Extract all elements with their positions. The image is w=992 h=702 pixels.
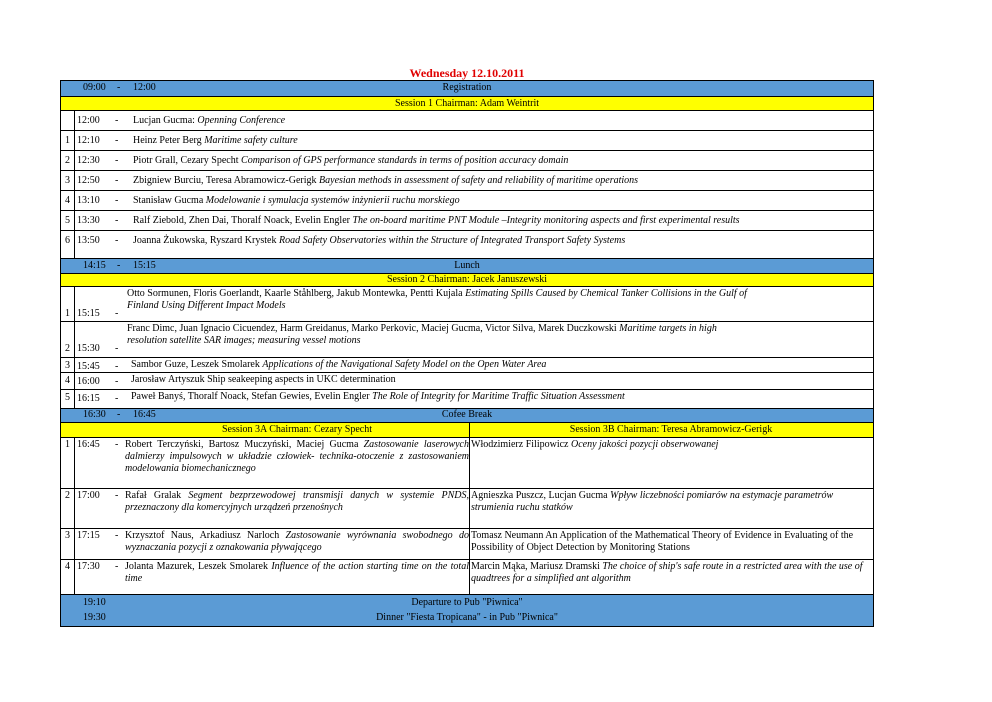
talk-authors: Krzysztof Naus, Arkadiusz Narloch [125, 530, 280, 541]
talk-time: 12:00 [77, 115, 100, 126]
coffee-dash: - [117, 409, 121, 420]
dinner-label: Dinner "Fiesta Tropicana" - in Pub "Piwnica" [376, 612, 558, 623]
talk-number: 4 [61, 373, 75, 389]
session1-talk-3 [61, 170, 873, 190]
talk-authors: Tomasz Neumann An Application of the Mathematical Theory of Evidence in Evaluating of the Possibility of Object Detection by Monitoring Stations [471, 530, 854, 553]
talk-number: 4 [61, 191, 75, 210]
talk-text [133, 135, 298, 146]
talk-text [133, 175, 638, 186]
session2-talk-5 [61, 389, 873, 408]
talk-title: Applications of the Navigational Safety Model on the Open Water Area [262, 359, 547, 370]
talk-title: Zastosowanie wyrównania swobodnego do wyznaczania pozycji z oznakowania pływającego [125, 530, 469, 553]
dash: - [115, 235, 119, 246]
dash: - [115, 561, 119, 572]
talk-title: Maritime targets in high [619, 323, 717, 334]
talk-title: Maritime safety culture [204, 135, 298, 146]
talk-title: Zastosowanie laserowych dalmierzy impulsowych w układzie człowiek- technika-otoczenie z zastosowaniem modelowania biomechanicznego [125, 439, 469, 474]
talk-authors: Marcin Mąka, Mariusz Dramski [471, 561, 600, 572]
talk-time: 12:50 [77, 175, 100, 186]
talk-authors: Piotr Grall, Cezary Specht [133, 155, 239, 166]
talk-text [131, 391, 625, 402]
session3a-talk [125, 561, 469, 585]
dash: - [115, 115, 119, 126]
dash: - [115, 490, 119, 501]
coffee-end: 16:45 [133, 409, 156, 420]
talk-number [61, 111, 75, 130]
lunch-end: 15:15 [133, 260, 156, 271]
talk-authors: Sambor Guze, Leszek Smolarek [131, 359, 260, 370]
talk-text [133, 155, 568, 166]
schedule-table [60, 80, 874, 627]
dinner-time: 19:30 [83, 612, 106, 623]
talk-time: 15:30 [77, 343, 100, 354]
talk-authors: Heinz Peter Berg [133, 135, 202, 146]
talk-number: 3 [61, 358, 75, 372]
talk-title: Oceny jakości pozycji obserwowanej [570, 439, 719, 450]
talk-title: Estimating Spills Caused by Chemical Tanker Collisions in the Gulf of [465, 288, 747, 299]
lunch-dash: - [117, 260, 121, 271]
dash: - [115, 361, 119, 372]
coffee-label: Cofee Break [441, 409, 493, 420]
talk-title: Openning Conference [197, 115, 286, 126]
session3b-chair: Session 3B Chairman: Teresa Abramowicz-Gerigk [569, 424, 773, 435]
session3a-chair: Session 3A Chairman: Cezary Specht [222, 424, 372, 435]
registration-end: 12:00 [133, 82, 156, 93]
session1-talk-4 [61, 190, 873, 210]
departure-label: Departure to Pub "Piwnica" [411, 597, 523, 608]
talk-number: 1 [61, 287, 75, 321]
talk-title: Influence of the action starting time on the total time [125, 561, 469, 584]
coffee-start: 16:30 [83, 409, 106, 420]
dash: - [115, 155, 119, 166]
talk-title: The Role of Integrity for Maritime Traffic Situation Assessment [372, 391, 625, 402]
session2-chair-row [61, 273, 873, 286]
registration-dash: - [117, 82, 121, 93]
talk-time: 15:15 [77, 308, 100, 319]
talk-time: 16:15 [77, 393, 100, 404]
talk-line1 [127, 288, 871, 300]
talk-number: 5 [61, 390, 75, 408]
talk-title: Modelowanie i symulacja systemów inżynierii ruchu morskiego [205, 195, 460, 206]
talk-authors: Zbigniew Burciu, Teresa Abramowicz-Gerigk [133, 175, 317, 186]
lunch-start: 14:15 [83, 260, 106, 271]
dash: - [115, 439, 119, 450]
talk-title-cont: resolution satellite SAR images; measuring vessel motions [127, 335, 361, 346]
departure-time: 19:10 [83, 597, 106, 608]
session3b-talk [471, 530, 871, 554]
session1-talk-5 [61, 210, 873, 230]
talk-number: 4 [61, 560, 75, 594]
session3-slot-2 [61, 488, 873, 528]
session1-chair-row [61, 96, 873, 110]
talk-authors: Robert Terczyński, Bartosz Muczyński, Maciej Gucma [125, 439, 359, 450]
talk-number: 5 [61, 211, 75, 230]
talk-number: 2 [61, 489, 75, 528]
talk-number: 6 [61, 231, 75, 258]
dash: - [115, 530, 119, 541]
lunch-label: Lunch [454, 260, 480, 271]
talk-time: 17:00 [77, 490, 100, 501]
talk-time: 17:30 [77, 561, 100, 572]
talk-text [131, 359, 546, 370]
session3-chair-row [61, 422, 873, 437]
session3b-talk [471, 561, 871, 585]
talk-line1 [127, 323, 871, 335]
session3b-talk [471, 439, 871, 451]
talk-authors: Joanna Żukowska, Ryszard Krystek [133, 235, 277, 246]
talk-title-cont: Finland Using Different Impact Models [127, 300, 286, 311]
session3a-talk [125, 530, 469, 554]
talk-title: The choice of ship's safe route in a restricted area with the use of quadtrees for a simplified ant algorithm [471, 561, 863, 584]
session3b-talk [471, 490, 871, 514]
dash: - [115, 215, 119, 226]
talk-number: 3 [61, 529, 75, 559]
talk-title: Road Safety Observatories within the Structure of Integrated Transport Safety Systems [278, 235, 626, 246]
session1-chair: Session 1 Chairman: Adam Weintrit [395, 98, 539, 109]
talk-number: 2 [61, 322, 75, 357]
talk-text [131, 374, 396, 385]
talk-title: Bayesian methods in assessment of safety and reliability of maritime operations [319, 175, 639, 186]
session1-talk-0 [61, 110, 873, 130]
registration-label: Registration [442, 82, 492, 93]
talk-number: 1 [61, 131, 75, 150]
talk-title: The on-board maritime PNT Module –Integrity monitoring aspects and first experimental results [352, 215, 740, 226]
talk-text [133, 115, 285, 126]
talk-authors: Jarosław Artyszuk Ship seakeeping aspects in UKC determination [131, 374, 396, 385]
session2-chair: Session 2 Chairman: Jacek Januszewski [387, 274, 547, 285]
session1-talk-6 [61, 230, 873, 258]
talk-authors: Lucjan Gucma: [133, 115, 195, 126]
session3-slot-4 [61, 559, 873, 594]
talk-authors: Otto Sormunen, Floris Goerlandt, Kaarle Ståhlberg, Jakub Montewka, Pentti Kujala [127, 288, 463, 299]
talk-time: 13:30 [77, 215, 100, 226]
talk-authors: Paweł Banyś, Thoralf Noack, Stefan Gewies, Evelin Engler [131, 391, 370, 402]
talk-authors: Agnieszka Puszcz, Lucjan Gucma [471, 490, 608, 501]
talk-text [133, 235, 625, 246]
session1-talk-2 [61, 150, 873, 170]
session2-talk-1: 1 15:15 - Otto Sormunen, Floris Goerlandt, Kaarle Ståhlberg, Jakub Montewka, Pentti Kujala Estimating Spills Caused by Chemical Tanker Collisions in the Gulf of Finland Using Different Impact Models [61, 286, 873, 321]
talk-title: Wpływ liczebności pomiarów na estymacje parametrów strumienia ruchu statków [471, 490, 834, 513]
talk-authors: Włodzimierz Filipowicz [471, 439, 569, 450]
registration-start: 09:00 [83, 82, 106, 93]
talk-time: 17:15 [77, 530, 100, 541]
dash: - [115, 376, 119, 387]
talk-authors: Jolanta Mazurek, Leszek Smolarek [125, 561, 268, 572]
talk-number: 2 [61, 151, 75, 170]
talk-time: 15:45 [77, 361, 100, 372]
talk-title: Segment bezprzewodowej transmisji danych w systemie PNDS, przeznaczony dla komercyjnych urządzeń przenośnych [125, 490, 469, 513]
talk-number: 3 [61, 171, 75, 190]
session2-talk-4 [61, 372, 873, 389]
talk-authors: Franc Dimc, Juan Ignacio Cicuendez, Harm Greidanus, Marko Perkovic, Maciej Gucma, Victor Silva, Marek Duczkowski [127, 323, 617, 334]
session3-slot-3 [61, 528, 873, 559]
registration-row [61, 81, 873, 96]
day-title: Wednesday 12.10.2011 [409, 66, 525, 80]
talk-authors: Stanisław Gucma [133, 195, 204, 206]
talk-time: 16:45 [77, 439, 100, 450]
dash: - [115, 135, 119, 146]
session3a-talk [125, 439, 469, 475]
dash: - [115, 175, 119, 186]
dash: - [115, 195, 119, 206]
talk-authors: Rafał Gralak [125, 490, 182, 501]
talk-time: 12:30 [77, 155, 100, 166]
session3a-talk [125, 490, 469, 514]
talk-text [133, 215, 740, 226]
talk-time: 13:10 [77, 195, 100, 206]
talk-title: Comparison of GPS performance standards in terms of position accuracy domain [241, 155, 569, 166]
session3-slot-1 [61, 437, 873, 488]
session2-talk-2: 2 15:30 - Franc Dimc, Juan Ignacio Cicuendez, Harm Greidanus, Marko Perkovic, Maciej Gucma, Victor Silva, Marek Duczkowski Maritime targets in high resolution satellite SAR images; measuring vessel motions [61, 321, 873, 357]
talk-text [133, 195, 460, 206]
talk-authors: Ralf Ziebold, Zhen Dai, Thoralf Noack, Evelin Engler [133, 215, 350, 226]
coffee-row [61, 408, 873, 422]
talk-time: 16:00 [77, 376, 100, 387]
session1-talk-1 [61, 130, 873, 150]
evening-row [61, 594, 873, 626]
dash: - [115, 393, 119, 404]
talk-time: 13:50 [77, 235, 100, 246]
lunch-row [61, 258, 873, 273]
talk-number: 1 [61, 438, 75, 488]
talk-time: 12:10 [77, 135, 100, 146]
session2-talk-3 [61, 357, 873, 372]
